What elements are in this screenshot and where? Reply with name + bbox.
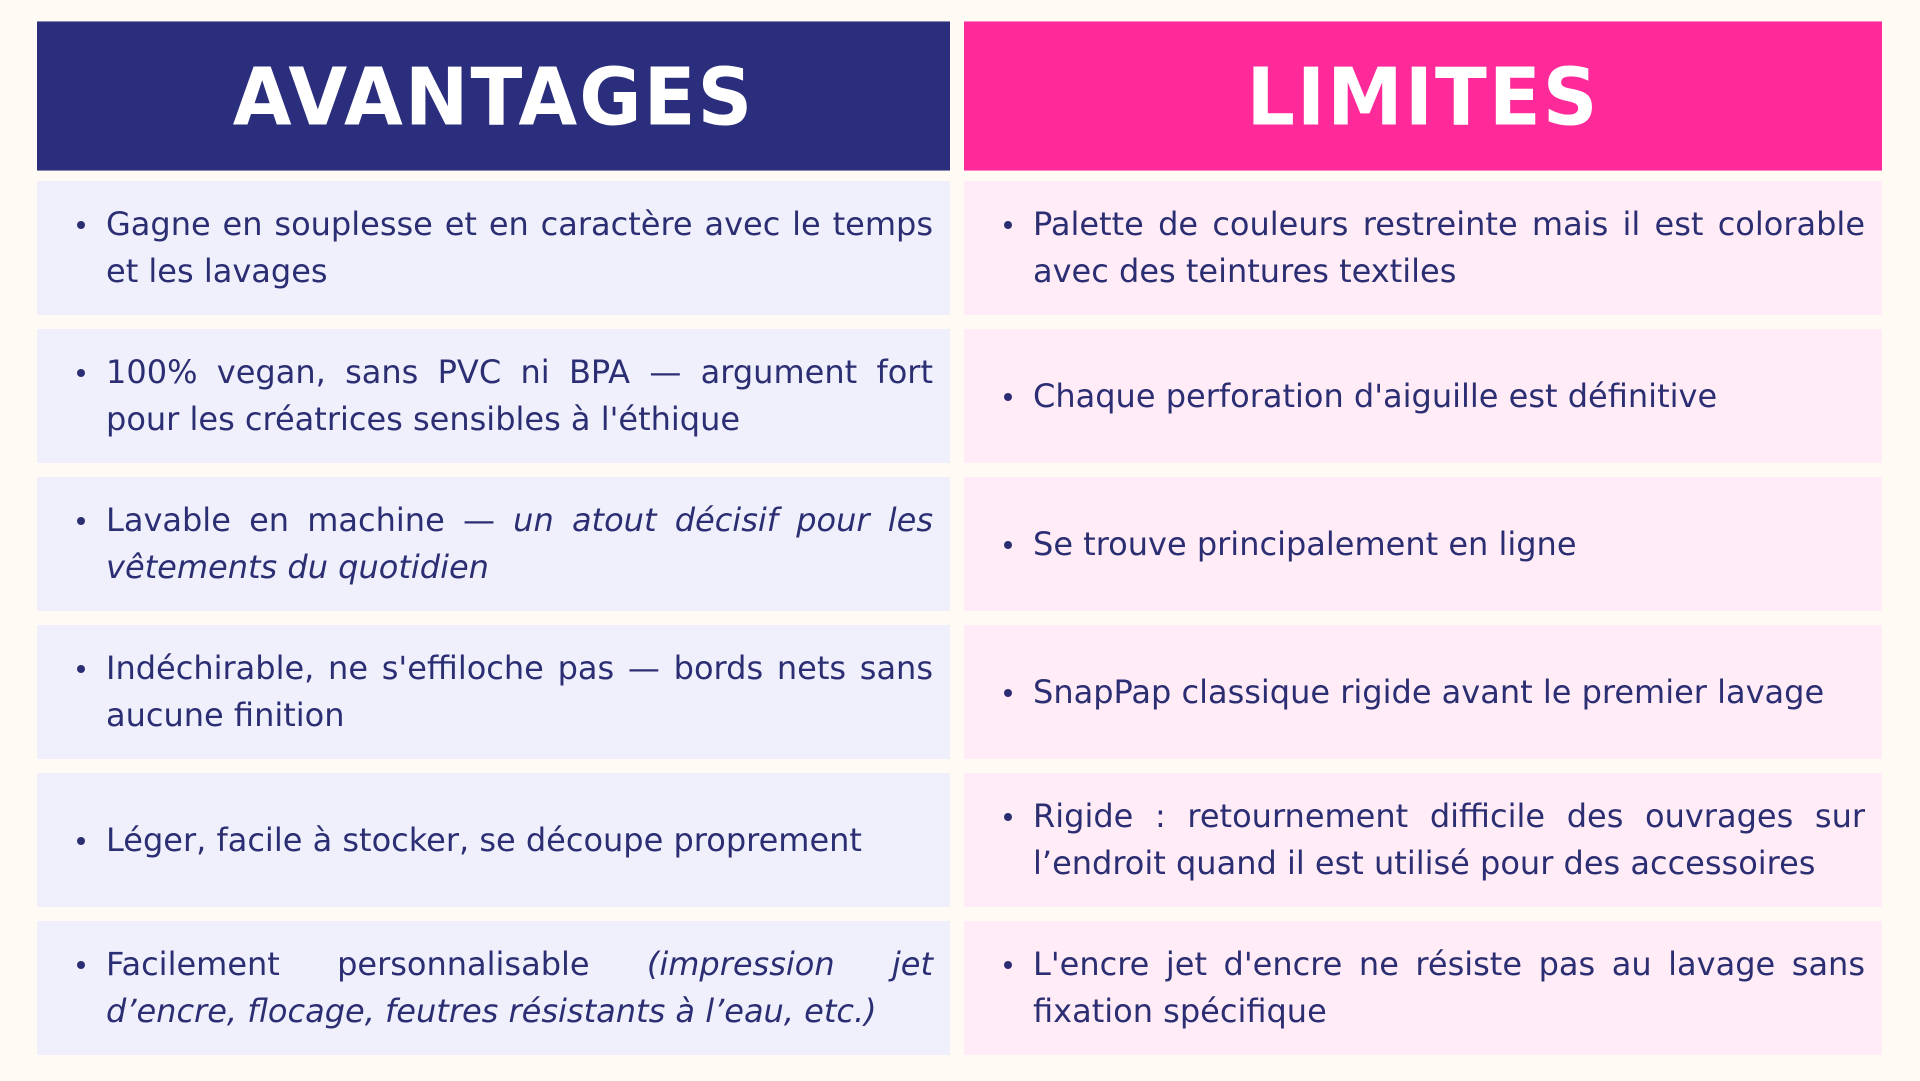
bullet-icon xyxy=(1004,689,1012,697)
item-text: L'encre jet d'encre ne résiste pas au lavage sans fixation spécifique xyxy=(1033,945,1865,1030)
bullet-icon xyxy=(77,837,85,845)
avantages-header: AVANTAGES xyxy=(37,21,950,170)
item-text: Lavable en machine — xyxy=(106,501,514,539)
limites-item xyxy=(964,329,1882,463)
avantages-item xyxy=(37,921,950,1055)
bullet-icon xyxy=(77,369,85,377)
avantages-item xyxy=(37,329,950,463)
limites-item xyxy=(964,477,1882,611)
item-text-italic: (impression jet d’encre, flocage, feutres résistants à l’eau, etc.) xyxy=(106,945,934,1030)
item-text: 100% vegan, sans PVC ni BPA — argument fort pour les créatrices sensibles à l'éthique xyxy=(106,353,933,438)
avantages-item xyxy=(37,773,950,907)
bullet-icon xyxy=(1004,221,1012,229)
item-text: SnapPap classique rigide avant le premier lavage xyxy=(1033,672,1825,711)
limites-header: LIMITES xyxy=(964,21,1882,170)
item-text: Se trouve principalement en ligne xyxy=(1033,524,1577,563)
limites-column xyxy=(964,25,1882,1055)
bullet-icon xyxy=(1004,541,1012,549)
item-text-italic: un atout décisif pour les vêtements du quotidien xyxy=(106,501,933,586)
item-text: Facilement personnalisable xyxy=(106,945,647,983)
bullet-icon xyxy=(77,221,85,229)
item-text: Indéchirable, ne s'effiloche pas — bords nets sans aucune finition xyxy=(106,649,933,734)
avantages-item xyxy=(37,477,950,611)
avantages-item xyxy=(37,181,950,315)
limites-item xyxy=(964,181,1882,315)
bullet-icon xyxy=(77,665,85,673)
item-text: Palette de couleurs restreinte mais il est colorable avec des teintures textiles xyxy=(1033,205,1865,290)
item-text: Rigide : retournement difficile des ouvrages sur l’endroit quand il est utilisé pour des accessoires xyxy=(1033,797,1865,882)
bullet-icon xyxy=(77,517,85,525)
bullet-icon xyxy=(77,961,85,969)
item-text: Léger, facile à stocker, se découpe proprement xyxy=(106,820,862,859)
limites-item xyxy=(964,921,1882,1055)
item-text: Gagne en souplesse et en caractère avec le temps et les lavages xyxy=(106,205,933,290)
avantages-item xyxy=(37,625,950,759)
bullet-icon xyxy=(1004,813,1012,821)
limites-item xyxy=(964,625,1882,759)
item-text: Chaque perforation d'aiguille est définitive xyxy=(1033,376,1718,415)
bullet-icon xyxy=(1004,961,1012,969)
avantages-column xyxy=(37,25,950,1055)
limites-item xyxy=(964,773,1882,907)
avantages-list xyxy=(37,181,950,1055)
limites-list xyxy=(964,181,1882,1055)
bullet-icon xyxy=(1004,393,1012,401)
